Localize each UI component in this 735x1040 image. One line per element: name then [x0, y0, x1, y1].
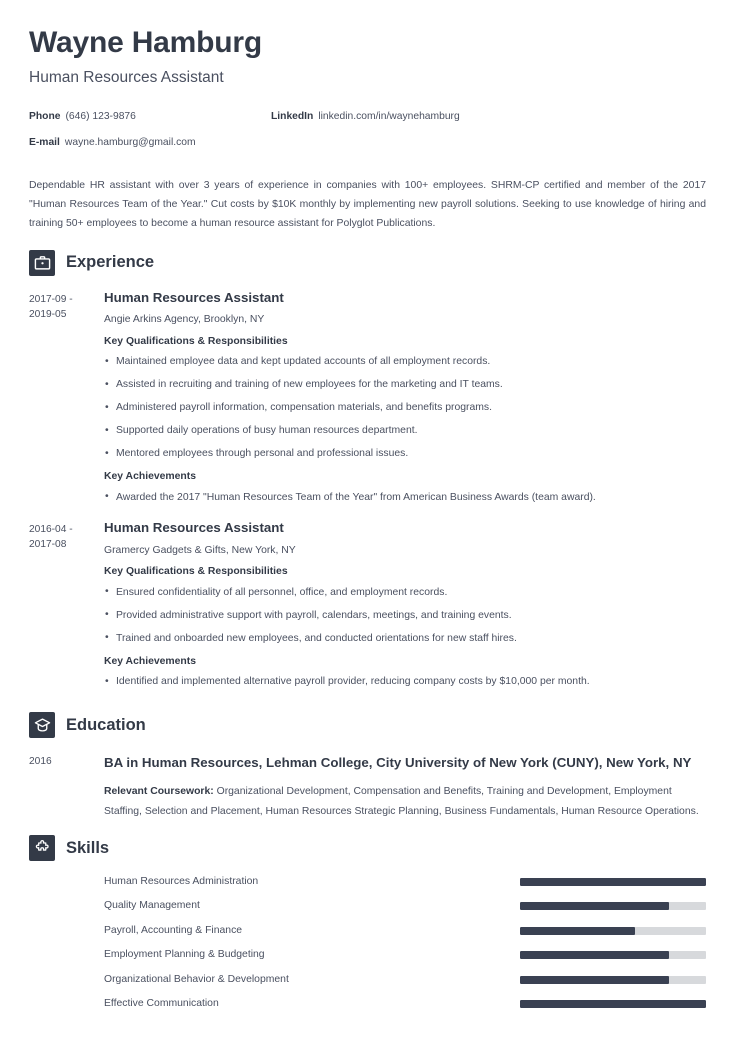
list-item: • Awarded the 2017 "Human Resources Team of the Year" from American Business Awards (team award). [104, 491, 706, 505]
education-degree: BA in Human Resources, Lehman College, City University of New York (CUNY), New York, NY [104, 755, 692, 771]
skill-name: Payroll, Accounting & Finance [104, 924, 243, 936]
experience-qualifications-heading: Key Qualifications & Responsibilities [104, 335, 288, 347]
section-title-skills: Skills [66, 838, 110, 857]
skill-level-fill [520, 927, 635, 935]
skill-row [29, 924, 706, 938]
skill-level-fill [520, 976, 669, 984]
contact-linkedin-value[interactable]: linkedin.com/in/waynehamburg [318, 111, 460, 123]
education-coursework-text: Organizational Development, Compensation and Benefits, Training and Development, Employment Staffing, Selection and Placement, Human Resources Strategic Planning, Business Fundamentals, Human Resource Operations. [104, 786, 699, 817]
skill-row [29, 948, 706, 962]
experience-entry [29, 290, 706, 514]
education-entry-date: 2016 [29, 756, 52, 768]
puzzle-piece-icon [29, 835, 55, 861]
experience-entry-date [29, 520, 104, 698]
list-item: • Identified and implemented alternative payroll provider, reducing company costs by $10,000 per month. [104, 675, 706, 689]
skills-list [29, 875, 706, 1011]
graduation-cap-icon [29, 712, 55, 738]
experience-qualifications-list [104, 586, 706, 646]
skill-name: Human Resources Administration [104, 875, 259, 887]
contact-phone-label: Phone [29, 111, 61, 123]
skill-name: Effective Communication [104, 998, 219, 1010]
section-header-skills [29, 835, 706, 861]
contact-email[interactable] [29, 137, 271, 149]
list-item: • Mentored employees through personal and professional issues. [104, 447, 706, 461]
contact-linkedin[interactable] [271, 111, 706, 123]
experience-date-start: 2016-04 - [29, 523, 73, 535]
skill-level-bar [520, 902, 706, 910]
experience-achievements-list [104, 491, 706, 505]
list-item: • Administered payroll information, compensation materials, and benefits programs. [104, 401, 706, 415]
education-coursework [104, 782, 706, 821]
skill-name: Employment Planning & Budgeting [104, 949, 265, 961]
experience-entry-body [104, 290, 706, 514]
candidate-job-title: Human Resources Assistant [29, 68, 224, 86]
contact-email-label: E-mail [29, 137, 60, 149]
education-entry-body [104, 752, 706, 820]
contact-phone-value: (646) 123-9876 [65, 111, 136, 123]
skill-level-bar [520, 927, 706, 935]
experience-role: Human Resources Assistant [104, 519, 284, 535]
section-title-education: Education [66, 716, 146, 735]
list-item: • Supported daily operations of busy human resources department. [104, 424, 706, 438]
experience-company: Angie Arkins Agency, Brooklyn, NY [104, 314, 265, 326]
contact-phone [29, 111, 271, 123]
list-item: • Ensured confidentiality of all personnel, office, and employment records. [104, 586, 706, 600]
education-entry [29, 752, 706, 820]
skill-row [29, 899, 706, 913]
experience-date-end: 2017-08 [29, 539, 67, 551]
experience-date-start: 2017-09 - [29, 293, 73, 305]
skill-name: Quality Management [104, 900, 200, 912]
skill-level-fill [520, 878, 706, 886]
list-item: • Trained and onboarded new employees, and conducted orientations for new staff hires. [104, 632, 706, 646]
contact-linkedin-label: LinkedIn [271, 111, 314, 123]
skill-level-fill [520, 951, 669, 959]
skill-level-bar [520, 1000, 706, 1008]
briefcase-icon [29, 250, 55, 276]
list-item: • Provided administrative support with payroll, calendars, meetings, and training events. [104, 609, 706, 623]
experience-achievements-heading: Key Achievements [104, 471, 197, 483]
skill-level-fill [520, 902, 669, 910]
experience-date-end: 2019-05 [29, 308, 67, 320]
list-item: • Maintained employee data and kept updated accounts of all employment records. [104, 355, 706, 369]
skill-level-bar [520, 976, 706, 984]
skill-level-bar [520, 878, 706, 886]
skill-row [29, 997, 706, 1011]
experience-company: Gramercy Gadgets & Gifts, New York, NY [104, 544, 296, 556]
contact-empty-cell [271, 137, 706, 149]
skill-row [29, 973, 706, 987]
skill-name: Organizational Behavior & Development [104, 973, 289, 985]
experience-entry-body [104, 520, 706, 698]
skill-row [29, 875, 706, 889]
contact-info [29, 111, 706, 150]
experience-achievements-list [104, 675, 706, 689]
experience-role: Human Resources Assistant [104, 289, 284, 305]
section-title-experience: Experience [66, 253, 155, 272]
experience-entry-date [29, 290, 104, 514]
experience-achievements-heading: Key Achievements [104, 655, 197, 667]
contact-email-value[interactable]: wayne.hamburg@gmail.com [64, 137, 196, 149]
professional-summary: Dependable HR assistant with over 3 years of experience in companies with 100+ employees. SHRM-CP certified and member of the 2017 "Human Resources Team of the Year." Cut costs by $10K monthly by implementing new payroll solutions. Seeking to use knowledge of hiring and training 50+ employees to become a human resource assistant for Polyglot Publications. [29, 179, 706, 230]
education-coursework-label: Relevant Coursework: [104, 786, 214, 798]
skill-level-fill [520, 1000, 706, 1008]
list-item: • Assisted in recruiting and training of new employees for the marketing and IT teams. [104, 378, 706, 392]
skill-level-bar [520, 951, 706, 959]
candidate-name: Wayne Hamburg [29, 26, 262, 59]
experience-qualifications-list [104, 355, 706, 461]
section-header-experience [29, 250, 706, 276]
section-header-education [29, 712, 706, 738]
experience-qualifications-heading: Key Qualifications & Responsibilities [104, 566, 288, 578]
experience-entry [29, 520, 706, 698]
